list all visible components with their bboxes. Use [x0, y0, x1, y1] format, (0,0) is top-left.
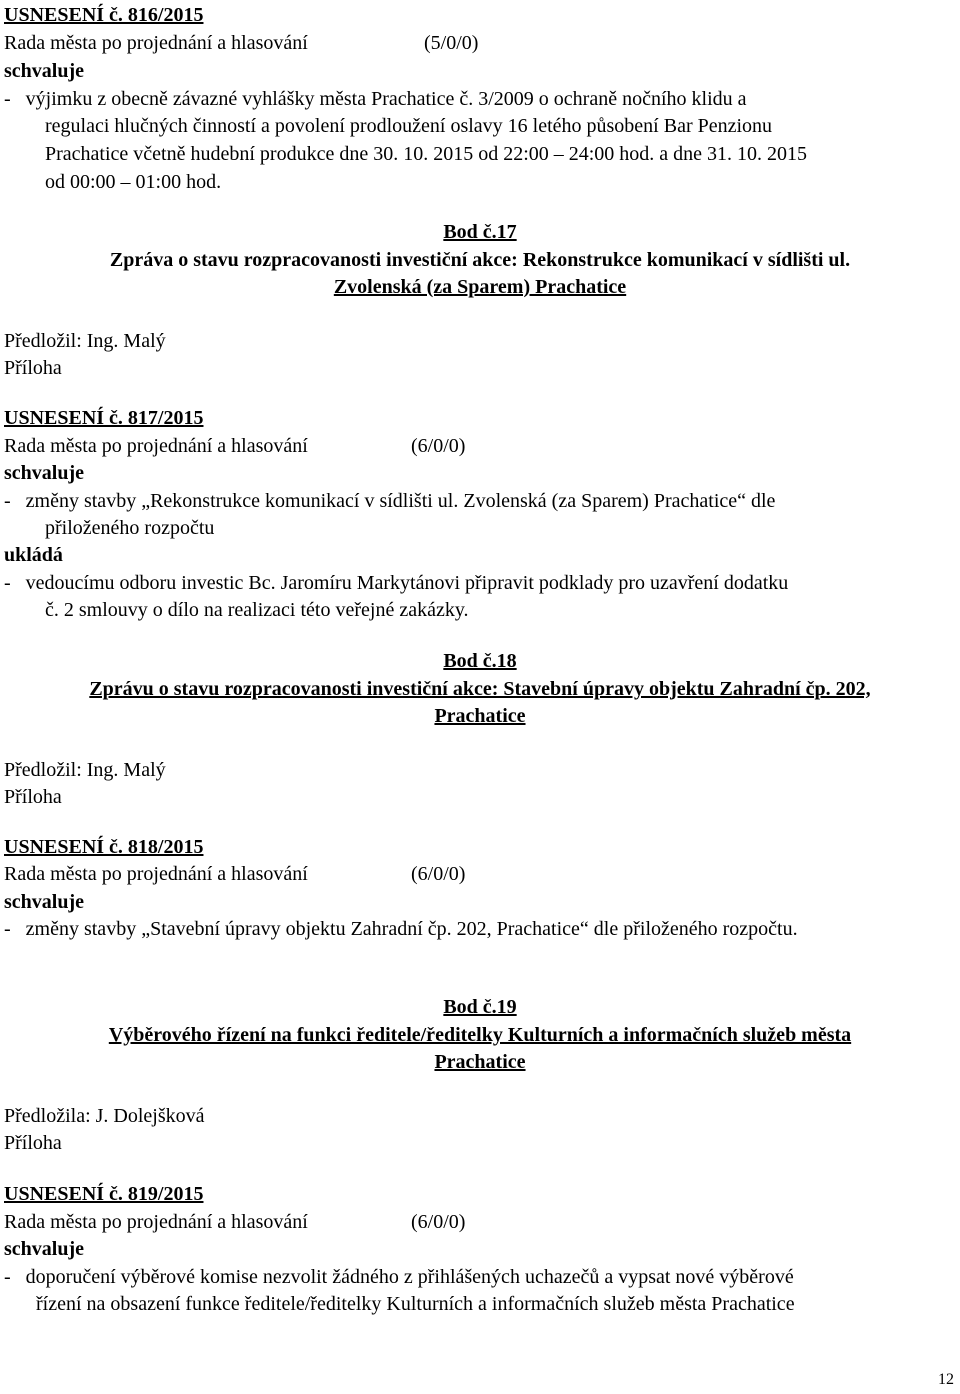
agenda-item-18-attachment: Příloha — [4, 786, 62, 808]
agenda-item-17-presenter: Předložil: Ing. Malý — [4, 330, 166, 352]
resolution-816-vote-label: Rada města po projednání a hlasování — [4, 32, 308, 54]
resolution-816-item-line-2: regulaci hlučných činností a povolení prodloužení oslavy 16 letého působení Bar Penzionu — [45, 115, 773, 137]
resolution-816-item-line-3: Prachatice včetně hudební produkce dne 30. 10. 2015 od 22:00 – 24:00 hod. a dne 31. 10. 2015 — [45, 143, 808, 165]
resolution-816-item-line-4: od 00:00 – 01:00 hod. — [45, 171, 222, 193]
resolution-817-heading: USNESENÍ č. 817/2015 — [4, 407, 204, 429]
agenda-item-19-label: Bod č.19 — [443, 996, 517, 1018]
resolution-819-heading: USNESENÍ č. 819/2015 — [4, 1183, 204, 1205]
resolution-819-item-line-1: - doporučení výběrové komise nezvolit žádného z přihlášených uchazečů a vypsat nové výběrové — [4, 1266, 794, 1288]
agenda-item-17-attachment: Příloha — [4, 357, 62, 379]
agenda-item-18-label: Bod č.18 — [443, 650, 517, 672]
agenda-item-19-title-line-1: Výběrového řízení na funkci ředitele/ředitelky Kulturních a informačních služeb města — [108, 1024, 852, 1046]
resolution-817-item-line-1: - změny stavby „Rekonstrukce komunikací v sídlišti ul. Zvolenská (za Sparem) Prachatice“ dle — [4, 490, 776, 512]
agenda-item-19-title-line-2: Prachatice — [434, 1051, 526, 1073]
resolution-819-verb: schvaluje — [4, 1238, 84, 1260]
resolution-818-verb: schvaluje — [4, 891, 84, 913]
resolution-817-item-2-line-1: - vedoucímu odboru investic Bc. Jaromíru Markytánovi připravit podklady pro uzavření dodatku — [4, 572, 789, 594]
resolution-818-heading: USNESENÍ č. 818/2015 — [4, 836, 204, 858]
resolution-817-item-2-line-2: č. 2 smlouvy o dílo na realizaci této veřejné zakázky. — [45, 599, 469, 621]
resolution-816-heading: USNESENÍ č. 816/2015 — [4, 4, 204, 26]
agenda-item-18-title-line-2: Prachatice — [434, 705, 526, 727]
resolution-818-vote-label: Rada města po projednání a hlasování — [4, 863, 308, 885]
page-number: 12 — [938, 1371, 954, 1388]
agenda-item-18-title-line-1: Zprávu o stavu rozpracovanosti investiční akce: Stavební úpravy objektu Zahradní čp. 202, — [89, 678, 871, 700]
agenda-item-18-presenter: Předložil: Ing. Malý — [4, 759, 166, 781]
resolution-817-vote-label: Rada města po projednání a hlasování — [4, 435, 308, 457]
resolution-816-verb: schvaluje — [4, 60, 84, 82]
agenda-item-19-presenter: Předložila: J. Dolejšková — [4, 1105, 205, 1127]
agenda-item-17-title-line-2: Zvolenská (za Sparem) Prachatice — [333, 276, 627, 298]
resolution-816-vote-count: (5/0/0) — [424, 32, 479, 54]
resolution-819-item-line-2: řízení na obsazení funkce ředitele/ředitelky Kulturních a informačních služeb města Prachatice — [36, 1293, 795, 1315]
resolution-816-item-line-1: - výjimku z obecně závazné vyhlášky města Prachatice č. 3/2009 o ochraně nočního klidu a — [4, 88, 747, 110]
agenda-item-19-attachment: Příloha — [4, 1132, 62, 1154]
resolution-818-vote-count: (6/0/0) — [411, 863, 466, 885]
resolution-817-item-line-2: přiloženého rozpočtu — [45, 517, 215, 539]
resolution-817-verb-2: ukládá — [4, 544, 63, 566]
agenda-item-17-label: Bod č.17 — [443, 221, 517, 243]
resolution-819-vote-label: Rada města po projednání a hlasování — [4, 1211, 308, 1233]
resolution-819-vote-count: (6/0/0) — [411, 1211, 466, 1233]
resolution-817-verb: schvaluje — [4, 462, 84, 484]
agenda-item-17-title-line-1: Zpráva o stavu rozpracovanosti investiční akce: Rekonstrukce komunikací v sídlišti ul. — [109, 249, 851, 271]
resolution-818-item-line-1: - změny stavby „Stavební úpravy objektu Zahradní čp. 202, Prachatice“ dle přiloženého rozpočtu. — [4, 918, 798, 940]
resolution-817-vote-count: (6/0/0) — [411, 435, 466, 457]
